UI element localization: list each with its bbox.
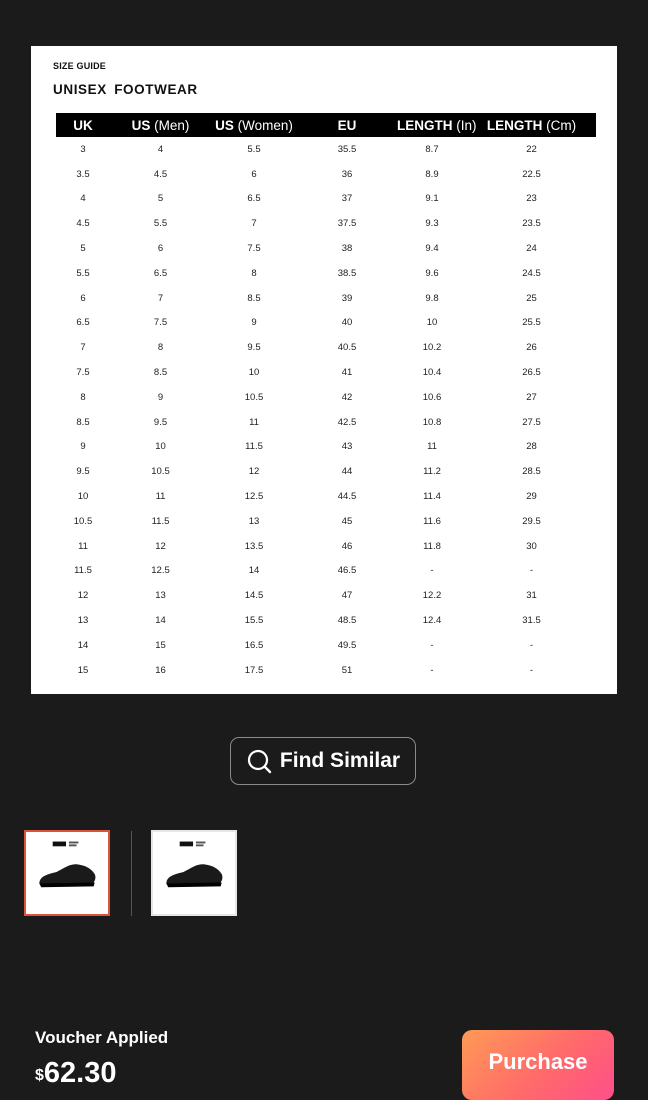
- table-row: [56, 211, 596, 236]
- table-cell: 41: [341, 367, 353, 379]
- table-cell: 24.5: [522, 267, 541, 279]
- table-cell: 46: [341, 540, 353, 552]
- table-cell: 11.5: [74, 565, 92, 577]
- table-cell: 6: [157, 243, 164, 255]
- price-currency: $: [35, 1067, 44, 1084]
- table-cell: 10: [155, 441, 166, 453]
- table-cell: 9.6: [425, 267, 439, 279]
- table-cell: 9: [157, 391, 164, 403]
- price-amount: 62.30: [43, 1057, 117, 1089]
- table-cell: 11.5: [245, 441, 263, 453]
- table-cell: 10: [77, 491, 89, 503]
- table-cell: -: [430, 565, 434, 577]
- thumbnail-divider: [131, 831, 132, 916]
- table-row: [56, 534, 596, 559]
- table-cell: 9.8: [425, 292, 439, 304]
- table-cell: 6: [251, 168, 257, 180]
- table-cell: 15: [77, 664, 89, 676]
- table-cell: 26.5: [522, 367, 541, 379]
- table-cell: 13: [155, 590, 166, 602]
- table-cell: 14: [248, 565, 260, 577]
- table-cell: 24: [526, 243, 537, 255]
- header-unit: (Men): [150, 117, 190, 133]
- table-cell: 11.2: [423, 466, 441, 478]
- table-row: [56, 286, 596, 311]
- table-cell: 44.5: [337, 491, 357, 503]
- table-cell: 8.5: [76, 416, 90, 428]
- size-table-header-cell: [110, 113, 211, 137]
- table-cell: 10: [248, 367, 260, 379]
- table-cell: 5.5: [153, 218, 168, 230]
- table-cell: 7.5: [153, 317, 168, 329]
- table-cell: 38.5: [337, 267, 357, 279]
- header-label: EU: [337, 117, 357, 133]
- table-cell: 28: [526, 441, 537, 453]
- purchase-button[interactable]: Purchase: [462, 1030, 614, 1100]
- table-cell: 9: [80, 441, 86, 453]
- table-cell: 15.5: [244, 615, 264, 627]
- table-row: [56, 484, 596, 509]
- table-cell: 9.1: [425, 193, 439, 205]
- table-cell: 12.2: [422, 590, 442, 602]
- table-row: [56, 261, 596, 286]
- table-cell: -: [529, 664, 534, 676]
- table-row: [56, 137, 596, 162]
- table-cell: 12: [77, 590, 89, 602]
- table-cell: 7: [157, 292, 164, 304]
- table-cell: 14: [155, 615, 166, 627]
- table-cell: 4.5: [153, 168, 168, 180]
- table-cell: 13: [77, 615, 89, 627]
- table-cell: 4: [80, 193, 86, 205]
- table-cell: 8: [251, 267, 257, 279]
- find-similar-button[interactable]: [230, 737, 416, 785]
- table-cell: 51: [341, 664, 353, 676]
- table-cell: 5: [80, 243, 86, 255]
- table-cell: 11: [249, 416, 259, 428]
- table-cell: 8.5: [153, 367, 168, 379]
- table-cell: 39: [341, 292, 353, 304]
- table-cell: 30: [526, 540, 537, 552]
- table-row: [56, 335, 596, 360]
- table-cell: 12.5: [244, 491, 264, 503]
- header-label: UK: [73, 117, 93, 133]
- table-cell: 11.6: [423, 515, 441, 527]
- table-cell: 10.5: [151, 466, 170, 478]
- size-table-header-cell: [467, 113, 596, 137]
- table-cell: 6.5: [153, 267, 168, 279]
- table-cell: 9.3: [425, 218, 439, 230]
- table-cell: 5: [157, 193, 164, 205]
- table-cell: 9.5: [76, 466, 90, 478]
- table-cell: 11.5: [151, 515, 170, 527]
- table-cell: 12.4: [422, 615, 442, 627]
- size-table-header-cell: [56, 113, 110, 137]
- table-cell: 6.5: [247, 193, 261, 205]
- table-row: [56, 360, 596, 385]
- table-row: [56, 658, 596, 683]
- table-cell: -: [430, 664, 434, 676]
- table-cell: 29.5: [522, 515, 541, 527]
- table-cell: 22: [526, 143, 537, 155]
- table-cell: 12.5: [151, 565, 170, 577]
- size-table-header: [56, 113, 596, 137]
- shoe-thumbnail-icon: [26, 832, 108, 914]
- table-cell: 3.5: [76, 168, 90, 180]
- table-cell: 9.4: [425, 243, 439, 255]
- table-cell: 48.5: [337, 615, 357, 627]
- table-cell: 8.5: [247, 292, 261, 304]
- table-cell: 35.5: [337, 143, 357, 155]
- table-cell: 42: [341, 391, 353, 403]
- table-cell: 36: [341, 168, 353, 180]
- table-row: [56, 187, 596, 212]
- table-cell: 45: [341, 515, 353, 527]
- table-cell: 10.6: [422, 391, 442, 403]
- table-row: [56, 311, 596, 336]
- table-cell: 13: [248, 515, 260, 527]
- table-row: [56, 559, 596, 584]
- table-cell: 17.5: [244, 664, 264, 676]
- table-cell: 40.5: [337, 342, 357, 354]
- table-row: [56, 236, 596, 261]
- table-row: [56, 509, 596, 534]
- header-label: US: [131, 117, 151, 133]
- table-cell: 6.5: [76, 317, 90, 329]
- size-table-header-cell: [297, 113, 397, 137]
- table-cell: 31: [526, 590, 537, 602]
- table-cell: 31.5: [522, 615, 541, 627]
- table-cell: 23.5: [522, 218, 541, 230]
- table-cell: 42.5: [337, 416, 357, 428]
- header-unit: (Cm): [542, 117, 577, 133]
- table-cell: 8: [80, 391, 86, 403]
- table-cell: 11: [78, 540, 88, 552]
- size-table-header-cell: [397, 113, 477, 137]
- table-row: [56, 633, 596, 658]
- table-cell: 3: [80, 143, 86, 155]
- thumbnail-2[interactable]: [151, 830, 237, 916]
- size-guide-image: [31, 46, 617, 694]
- search-icon: [246, 748, 272, 774]
- voucher-applied-label: Voucher Applied: [35, 1028, 169, 1047]
- table-cell: -: [529, 639, 534, 651]
- table-cell: 28.5: [522, 466, 541, 478]
- header-unit: (In): [452, 117, 477, 133]
- table-cell: 11.4: [423, 491, 441, 503]
- size-table: [56, 113, 596, 683]
- table-cell: 11: [155, 491, 166, 503]
- table-cell: 10.8: [422, 416, 442, 428]
- table-cell: 27: [526, 391, 537, 403]
- table-cell: 23: [526, 193, 537, 205]
- table-cell: 26: [526, 342, 537, 354]
- shoe-thumbnail-icon: [153, 832, 235, 914]
- table-cell: 9.5: [247, 342, 261, 354]
- table-cell: 11.8: [423, 540, 441, 552]
- table-cell: 37: [341, 193, 353, 205]
- table-row: [56, 162, 596, 187]
- table-cell: 4: [157, 143, 164, 155]
- header-label: US: [215, 117, 234, 133]
- size-guide-caption: SIZE GUIDE: [53, 61, 107, 71]
- table-cell: 46.5: [337, 565, 357, 577]
- table-cell: 7: [80, 342, 86, 354]
- table-cell: 14: [77, 639, 89, 651]
- table-cell: 10.2: [422, 342, 442, 354]
- header-label: LENGTH: [486, 117, 543, 133]
- table-row: [56, 459, 596, 484]
- table-cell: 10: [426, 317, 438, 329]
- table-cell: 9: [251, 317, 257, 329]
- table-row: [56, 410, 596, 435]
- table-cell: 27.5: [522, 416, 541, 428]
- table-cell: 8.9: [425, 168, 439, 180]
- table-cell: 10.5: [73, 515, 93, 527]
- table-cell: 37.5: [337, 218, 357, 230]
- table-cell: 6: [80, 292, 86, 304]
- price: [35, 1057, 116, 1090]
- table-cell: 8: [157, 342, 164, 354]
- table-cell: 40: [341, 317, 353, 329]
- table-cell: -: [430, 639, 434, 651]
- table-cell: 7.5: [247, 243, 261, 255]
- header-unit: (Women): [233, 117, 293, 133]
- table-cell: 12: [248, 466, 260, 478]
- table-cell: 11: [427, 441, 437, 453]
- size-guide-title: UNISEX FOOTWEAR: [53, 82, 198, 97]
- table-cell: 29: [526, 491, 537, 503]
- table-cell: 10.5: [244, 391, 264, 403]
- table-cell: 10.4: [422, 367, 442, 379]
- table-cell: 15: [155, 639, 166, 651]
- table-cell: 7.5: [76, 367, 90, 379]
- table-row: [56, 583, 596, 608]
- table-cell: 25.5: [522, 317, 541, 329]
- table-cell: 5.5: [76, 267, 90, 279]
- table-cell: 22.5: [522, 168, 541, 180]
- table-cell: 14.5: [244, 590, 264, 602]
- header-label: LENGTH: [397, 117, 453, 133]
- table-cell: 16: [155, 664, 166, 676]
- table-cell: 38: [341, 243, 353, 255]
- table-cell: 43: [341, 441, 353, 453]
- table-cell: 8.7: [425, 143, 439, 155]
- table-cell: 5.5: [247, 143, 261, 155]
- table-row: [56, 435, 596, 460]
- table-cell: 44: [341, 466, 353, 478]
- table-cell: 47: [341, 590, 353, 602]
- table-row: [56, 385, 596, 410]
- table-cell: 4.5: [76, 218, 90, 230]
- table-cell: 7: [251, 218, 257, 230]
- table-cell: 16.5: [244, 639, 264, 651]
- table-cell: 12: [155, 540, 166, 552]
- thumbnail-1[interactable]: [24, 830, 110, 916]
- table-cell: 25: [526, 292, 537, 304]
- table-row: [56, 608, 596, 633]
- table-cell: 9.5: [153, 416, 168, 428]
- table-cell: 49.5: [337, 639, 357, 651]
- table-cell: 13.5: [244, 540, 264, 552]
- table-cell: -: [529, 565, 534, 577]
- size-table-header-cell: [211, 113, 297, 137]
- find-similar-label: Find Similar: [279, 749, 401, 772]
